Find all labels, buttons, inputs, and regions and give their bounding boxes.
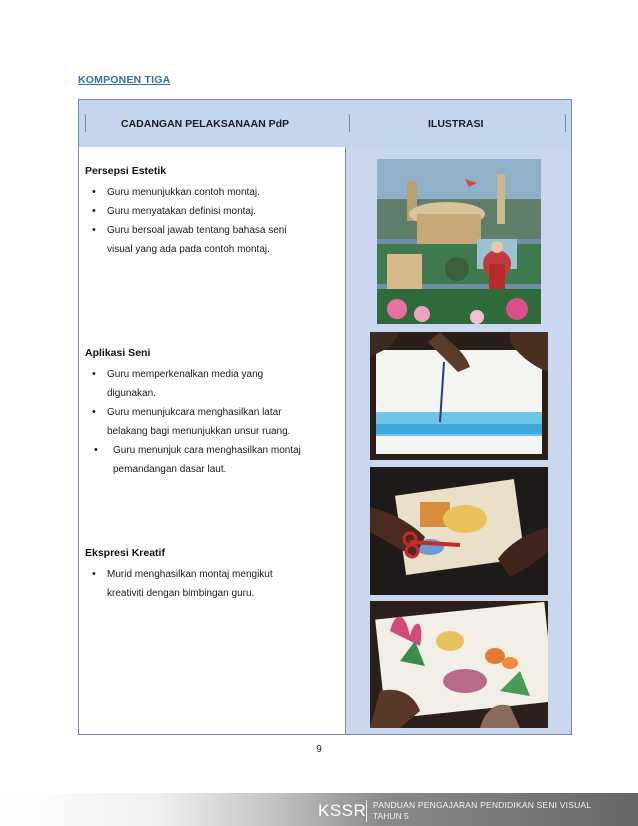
- cutting-paper-photo: [370, 467, 548, 595]
- montage-example-image: [377, 159, 541, 324]
- header-divider: [349, 114, 350, 132]
- list-item: • Guru menyatakan definisi montaj.: [85, 202, 343, 221]
- header-ilustrasi: ILUSTRASI: [428, 118, 484, 130]
- footer-title: PANDUAN PENGAJARAN PENDIDIKAN SENI VISUAL: [373, 800, 592, 810]
- list-item-continuation: belakang bagi menunjukkan unsur ruang.: [107, 426, 291, 437]
- assembling-montage-photo: [370, 601, 548, 728]
- lesson-table: [78, 99, 572, 735]
- list-item: • Guru bersoal jawab tentang bahasa seni: [85, 221, 343, 240]
- header-divider: [85, 114, 86, 132]
- section-aplikasi-seni: [85, 347, 343, 479]
- footer-brand: KSSR: [318, 801, 367, 820]
- list-item: • Guru menunjukcara menghasilkan latar: [85, 403, 343, 422]
- illustration-column: [346, 147, 571, 734]
- list-item-continuation: visual yang ada pada contoh montaj.: [107, 244, 270, 255]
- painting-background-photo: [370, 332, 548, 460]
- section-title: KOMPONEN TIGA: [78, 74, 171, 86]
- section-title-ekspresi: Ekspresi Kreatif: [85, 547, 165, 559]
- section-title-persepsi: Persepsi Estetik: [85, 165, 167, 177]
- header-cadangan: CADANGAN PELAKSANAAN PdP: [121, 118, 290, 130]
- section-ekspresi-kreatif: [85, 547, 343, 603]
- footer-banner: [0, 793, 638, 826]
- list-item: • Guru menunjuk cara menghasilkan montaj: [85, 441, 343, 460]
- footer-subtitle: TAHUN 5: [373, 811, 409, 821]
- page-number: 9: [316, 744, 322, 755]
- implementation-column: [79, 147, 346, 734]
- section-title-aplikasi: Aplikasi Seni: [85, 347, 151, 359]
- list-item: • Guru memperkenalkan media yang: [85, 365, 343, 384]
- list-item-continuation: kreativiti dengan bimbingan guru.: [107, 588, 255, 599]
- list-item-continuation: digunakan.: [107, 388, 156, 399]
- list-item: • Murid menghasilkan montaj mengikut: [85, 565, 343, 584]
- list-item-continuation: pemandangan dasar laut.: [113, 464, 227, 475]
- table-header: [79, 100, 571, 148]
- header-divider: [565, 114, 566, 132]
- section-persepsi-estetik: [85, 165, 343, 259]
- footer-divider: [366, 800, 367, 822]
- list-item: • Guru menunjukkan contoh montaj.: [85, 183, 343, 202]
